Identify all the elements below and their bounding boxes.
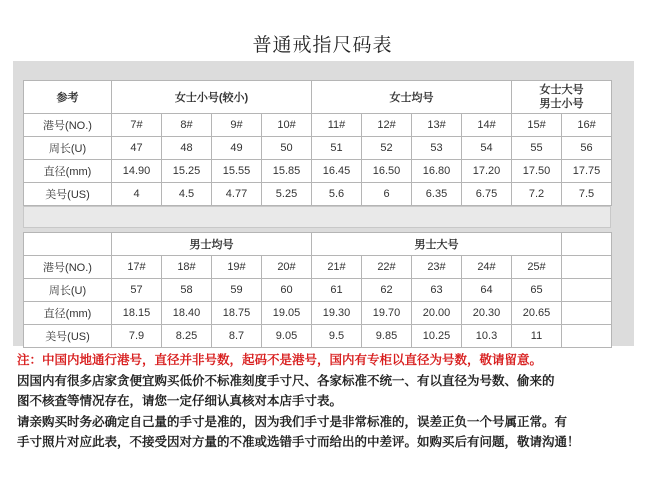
notes-section xyxy=(17,350,637,453)
row-label: 港号(NO.) xyxy=(24,114,112,137)
table-cell: 57 xyxy=(112,279,162,302)
table-header-row xyxy=(24,233,612,256)
table-cell: 16.45 xyxy=(312,160,362,183)
table-cell: 19.70 xyxy=(362,302,412,325)
table-cell: 7.2 xyxy=(512,183,562,206)
table-cell: 6 xyxy=(362,183,412,206)
table-cell: 64 xyxy=(462,279,512,302)
table-separator xyxy=(23,206,611,228)
table-cell: 56 xyxy=(562,137,612,160)
table-cell: 6.75 xyxy=(462,183,512,206)
table-cell: 12# xyxy=(362,114,412,137)
table-cell: 4 xyxy=(112,183,162,206)
table-cell: 18.75 xyxy=(212,302,262,325)
table-cell: 16# xyxy=(562,114,612,137)
note-line: 请亲购买时务必确定自己量的手寸是准的，因为我们手寸是非常标准的，误差正负一个号属正常。有 xyxy=(17,413,568,429)
table-cell: 15.85 xyxy=(262,160,312,183)
table-row xyxy=(24,114,612,137)
empty-cell xyxy=(24,233,112,256)
table-cell: 19.05 xyxy=(262,302,312,325)
table-cell: 19# xyxy=(212,256,262,279)
table-cell: 8.25 xyxy=(162,325,212,348)
table-cell: 17.75 xyxy=(562,160,612,183)
row-label: 美号(US) xyxy=(24,183,112,206)
table-header-row xyxy=(24,81,612,114)
table-cell: 10.25 xyxy=(412,325,462,348)
group-men-mid: 男士均号 xyxy=(112,233,312,256)
table-cell: 25# xyxy=(512,256,562,279)
table-cell: 52 xyxy=(362,137,412,160)
table-cell: 4.77 xyxy=(212,183,262,206)
table-cell: 24# xyxy=(462,256,512,279)
table-cell: 13# xyxy=(412,114,462,137)
table-cell: 11 xyxy=(512,325,562,348)
table-cell: 5.6 xyxy=(312,183,362,206)
table-cell: 16.80 xyxy=(412,160,462,183)
table-cell: 48 xyxy=(162,137,212,160)
table-cell: 10# xyxy=(262,114,312,137)
table-cell: 5.25 xyxy=(262,183,312,206)
table-cell: 20.30 xyxy=(462,302,512,325)
table-cell: 9.05 xyxy=(262,325,312,348)
note-line: 因国内有很多店家贪便宜购买低价不标准刻度手寸尺、各家标准不统一、有以直径为号数、偷来的 xyxy=(17,372,555,388)
empty-cell xyxy=(562,302,612,325)
group-women-large-label: 女士大号 xyxy=(539,84,584,96)
men-size-table xyxy=(23,232,612,348)
women-size-table xyxy=(23,80,612,206)
table-row xyxy=(24,160,612,183)
table-cell: 59 xyxy=(212,279,262,302)
table-cell: 9.85 xyxy=(362,325,412,348)
table-cell: 10.3 xyxy=(462,325,512,348)
note-line: 手寸照片对应此表，不接受因对方量的不准或选错手寸而给出的中差评。如购买后有问题，敬请沟通！ xyxy=(17,434,580,449)
table-cell: 49 xyxy=(212,137,262,160)
table-cell: 15# xyxy=(512,114,562,137)
table-cell: 9.5 xyxy=(312,325,362,348)
table-cell: 14# xyxy=(462,114,512,137)
page-title: 普通戒指尺码表 xyxy=(252,34,393,56)
table-cell: 51 xyxy=(312,137,362,160)
table-cell: 15.55 xyxy=(212,160,262,183)
table-row xyxy=(24,279,612,302)
table-cell: 65 xyxy=(512,279,562,302)
table-cell: 7.5 xyxy=(562,183,612,206)
table-cell: 6.35 xyxy=(412,183,462,206)
row-label: 直径(mm) xyxy=(24,160,112,183)
table-cell: 16.50 xyxy=(362,160,412,183)
table-cell: 54 xyxy=(462,137,512,160)
row-label: 周长(U) xyxy=(24,279,112,302)
table-cell: 62 xyxy=(362,279,412,302)
table-cell: 4.5 xyxy=(162,183,212,206)
table-cell: 18# xyxy=(162,256,212,279)
group-women-large xyxy=(512,81,612,114)
table-cell: 63 xyxy=(412,279,462,302)
row-label: 周长(U) xyxy=(24,137,112,160)
group-women-small: 女士小号(较小) xyxy=(112,81,312,114)
table-cell: 23# xyxy=(412,256,462,279)
table-cell: 17# xyxy=(112,256,162,279)
table-cell: 58 xyxy=(162,279,212,302)
table-cell: 18.40 xyxy=(162,302,212,325)
table-cell: 20.65 xyxy=(512,302,562,325)
group-men-large: 男士大号 xyxy=(312,233,562,256)
table-cell: 17.20 xyxy=(462,160,512,183)
table-row xyxy=(24,183,612,206)
table-row xyxy=(24,137,612,160)
table-cell: 9# xyxy=(212,114,262,137)
table-cell: 8# xyxy=(162,114,212,137)
empty-cell xyxy=(562,233,612,256)
table-cell: 7# xyxy=(112,114,162,137)
table-cell: 60 xyxy=(262,279,312,302)
table-cell: 18.15 xyxy=(112,302,162,325)
table-cell: 14.90 xyxy=(112,160,162,183)
note-line: 图不核查等情况存在，请您一定仔细认真核对本店手寸表。 xyxy=(17,393,343,408)
table-row xyxy=(24,302,612,325)
note-warning: 注：中国内地通行港号，直径并非号数，起码不是港号，国内有专柜以直径为号数，敬请留意。 xyxy=(17,352,543,367)
row-label: 美号(US) xyxy=(24,325,112,348)
table-cell: 20.00 xyxy=(412,302,462,325)
table-cell: 8.7 xyxy=(212,325,262,348)
empty-cell xyxy=(562,325,612,348)
table-cell: 55 xyxy=(512,137,562,160)
table-cell: 50 xyxy=(262,137,312,160)
table-cell: 47 xyxy=(112,137,162,160)
table-cell: 17.50 xyxy=(512,160,562,183)
row-label: 直径(mm) xyxy=(24,302,112,325)
table-row xyxy=(24,325,612,348)
table-cell: 20# xyxy=(262,256,312,279)
group-men-small-label: 男士小号 xyxy=(539,98,584,110)
ref-header: 参考 xyxy=(24,81,112,114)
empty-cell xyxy=(562,279,612,302)
table-cell: 22# xyxy=(362,256,412,279)
row-label: 港号(NO.) xyxy=(24,256,112,279)
table-cell: 19.30 xyxy=(312,302,362,325)
empty-cell xyxy=(562,256,612,279)
table-row xyxy=(24,256,612,279)
group-women-mid: 女士均号 xyxy=(312,81,512,114)
table-cell: 7.9 xyxy=(112,325,162,348)
table-cell: 15.25 xyxy=(162,160,212,183)
table-cell: 21# xyxy=(312,256,362,279)
table-cell: 61 xyxy=(312,279,362,302)
table-cell: 53 xyxy=(412,137,462,160)
table-cell: 11# xyxy=(312,114,362,137)
